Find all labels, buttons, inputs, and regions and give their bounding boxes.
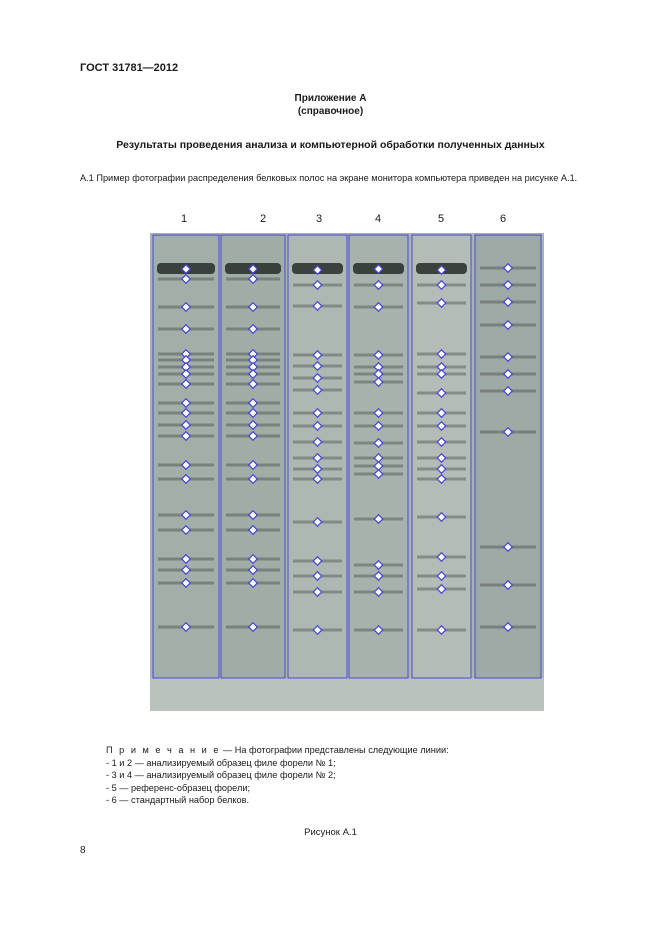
- lane-label-6: 6: [499, 213, 507, 225]
- gel-bottom-strip: [150, 678, 544, 711]
- notes-item-4: - 6 — стандартный набор белков.: [106, 795, 250, 805]
- gel-lane-1: [153, 235, 219, 678]
- lane-label-3: 3: [315, 213, 323, 225]
- notes-heading: П р и м е ч а н и е: [106, 745, 221, 755]
- intro-paragraph: А.1 Пример фотографии распределения белковых полос на экране монитора компьютера приведен на рисунке А.1.: [80, 173, 578, 183]
- lane-label-5: 5: [437, 213, 445, 225]
- lane-label-1: 1: [180, 213, 188, 225]
- lane-label-4: 4: [374, 213, 382, 225]
- lane-label-2: 2: [259, 213, 267, 225]
- annex-title: Приложение А: [294, 93, 367, 104]
- section-title: Результаты проведения анализа и компьютерной обработки полученных данных: [116, 139, 545, 151]
- document-code: ГОСТ 31781—2012: [80, 62, 179, 74]
- notes-item-1: - 1 и 2 — анализируемый образец филе форели № 1;: [106, 757, 336, 768]
- notes-heading-line: [106, 744, 449, 757]
- notes-heading-rest: — На фотографии представлены следующие линии:: [220, 745, 449, 755]
- gel-lane-2: [221, 235, 285, 678]
- notes-item-3: - 5 — референс-образец форели;: [106, 782, 250, 793]
- figure-caption: Рисунок А.1: [304, 827, 357, 838]
- page-number: 8: [80, 845, 86, 856]
- figure-notes: [106, 744, 449, 807]
- annex-subtitle: (справочное): [297, 106, 364, 117]
- annex-heading: [0, 92, 661, 118]
- gel-electrophoresis-photo: [150, 233, 544, 711]
- notes-item-2: - 3 и 4 — анализируемый образец филе форели № 2;: [106, 770, 336, 780]
